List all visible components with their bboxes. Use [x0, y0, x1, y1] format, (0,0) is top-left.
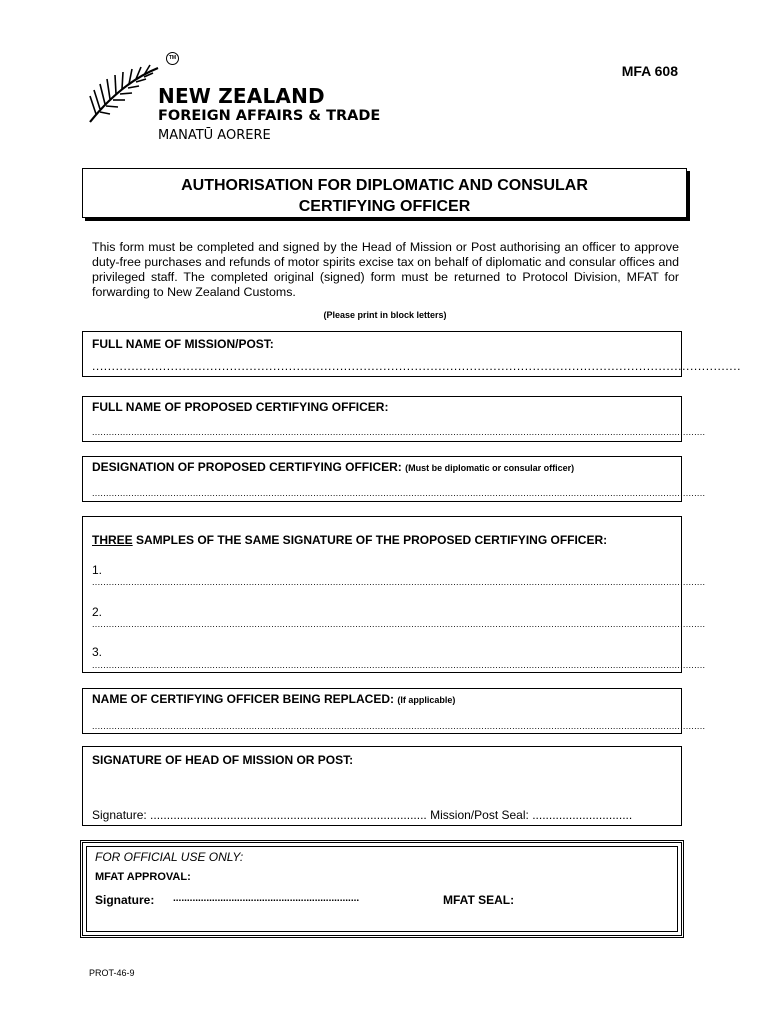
logo-manatu-aorere: MANATŪ AORERE: [158, 128, 271, 143]
samples-label-text: SAMPLES OF THE SAME SIGNATURE OF THE PROPOSED CERTIFYING OFFICER:: [132, 533, 608, 547]
replaced-label-text: NAME OF CERTIFYING OFFICER BEING REPLACED:: [92, 692, 395, 706]
form-reference: PROT-46-9: [89, 968, 135, 978]
sample-2-input-line[interactable]: ...........................................................................................................................................................................................................................: [92, 619, 706, 629]
form-title: [82, 168, 687, 218]
signature-samples-section: [82, 516, 706, 673]
sample-3-number: 3.: [92, 645, 103, 659]
logo-new-zealand: NEW ZEALAND: [158, 84, 325, 108]
designation-note: (Must be diplomatic or consular officer): [405, 463, 575, 473]
title-line-2: CERTIFYING OFFICER: [298, 198, 471, 215]
officer-name-label: FULL NAME OF PROPOSED CERTIFYING OFFICER:: [92, 400, 389, 414]
fern-logo-icon: [88, 62, 160, 124]
sample-1-number: 1.: [92, 563, 103, 577]
sample-1-input-line[interactable]: ...........................................................................................................................................................................................................................: [92, 577, 706, 587]
officer-name-section: [82, 396, 706, 442]
mission-seal-input[interactable]: ..............................: [532, 808, 633, 822]
designation-label-text: DESIGNATION OF PROPOSED CERTIFYING OFFICER:: [92, 460, 402, 474]
mission-seal-text: Mission/Post Seal:: [430, 808, 529, 822]
official-signature-input[interactable]: ...................................................................: [173, 893, 360, 904]
officer-name-input-line[interactable]: ...........................................................................................................................................................................................................................: [92, 427, 706, 437]
designation-label: [92, 460, 574, 474]
sample-3-input-line[interactable]: ...........................................................................................................................................................................................................................: [92, 660, 706, 670]
official-use-inner: [86, 846, 678, 932]
sample-2-number: 2.: [92, 605, 103, 619]
head-signature-label: SIGNATURE OF HEAD OF MISSION OR POST:: [92, 753, 354, 767]
mfat-seal-label: MFAT SEAL:: [443, 893, 515, 907]
head-signature-section: [82, 746, 682, 826]
mfat-approval-label: MFAT APPROVAL:: [95, 871, 191, 883]
official-use-box: [80, 840, 684, 938]
mission-section: [82, 331, 742, 377]
mission-label: FULL NAME OF MISSION/POST:: [92, 337, 274, 351]
replaced-input-line[interactable]: ...........................................................................................................................................................................................................................: [92, 721, 706, 731]
head-signature-text: Signature:: [92, 808, 147, 822]
head-signature-input[interactable]: ...................................................................................: [150, 808, 427, 822]
replaced-label: [92, 692, 455, 706]
form-number: MFA 608: [621, 63, 678, 79]
logo-foreign-affairs: FOREIGN AFFAIRS & TRADE: [158, 108, 381, 124]
mission-input-line[interactable]: .....................................................................................................................................................................: [92, 359, 742, 373]
trademark-symbol: TM: [166, 52, 179, 65]
replaced-officer-section: [82, 688, 706, 734]
official-use-heading: FOR OFFICIAL USE ONLY:: [95, 850, 244, 864]
print-note: (Please print in block letters): [323, 310, 447, 320]
official-signature-label: Signature:: [95, 893, 155, 907]
replaced-note: (If applicable): [397, 695, 456, 705]
intro-paragraph: This form must be completed and signed by the Head of Mission or Post authorising an officer to approve duty-free purchases and refunds of motor spirits excise tax on behalf of diplomatic and consular offices and privileged staff. The completed original (signed) form must be returned to Protocol Division, MFAT for forwarding to New Zealand Customs.: [92, 240, 679, 299]
title-line-1: AUTHORISATION FOR DIPLOMATIC AND CONSULAR: [181, 177, 588, 194]
designation-input-line[interactable]: ...........................................................................................................................................................................................................................: [92, 488, 706, 498]
samples-label-emphasis: THREE: [92, 533, 133, 547]
designation-section: [82, 456, 706, 502]
head-signature-row: [92, 808, 675, 822]
samples-label: [92, 533, 607, 547]
